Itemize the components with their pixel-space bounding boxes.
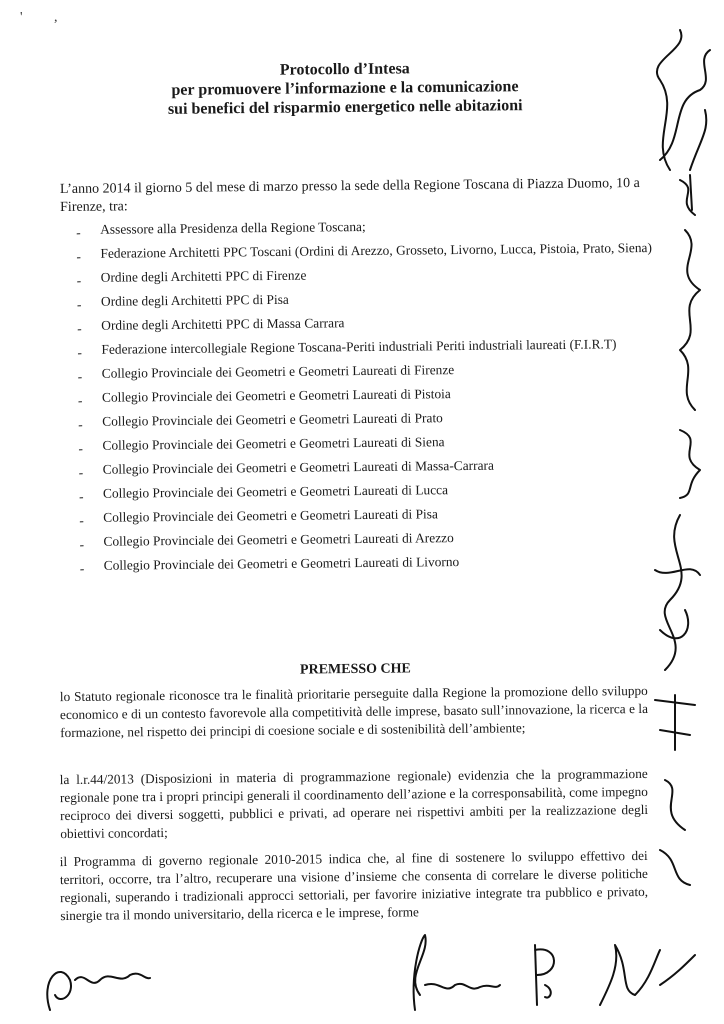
signature-margin-1: [640, 20, 720, 180]
title-line: sui benefici del risparmio energetico nelle abitazioni: [167, 97, 523, 118]
list-item: - Collegio Provinciale dei Geometri e Geometri Laureati di Livorno: [79, 554, 460, 577]
list-item-text: Collegio Provinciale dei Geometri e Geometri Laureati di Livorno: [103, 554, 460, 573]
document-title: [130, 58, 561, 119]
signature-bottom-2: [395, 925, 505, 1020]
premessa-paragraph: lo Statuto regionale riconosce tra le finalità prioritarie perseguite dalla Regione la promozione dello sviluppo economico e di un contesto favorevole alla competitività delle imprese, basato sull’innovazione, la ricerca e la formazione, nel rispetto dei principi di coesione sociale e di sostenibilità dell’ambiente;: [59, 682, 649, 741]
list-item-text: Assessore alla Presidenza della Regione Toscana;: [100, 218, 366, 237]
list-item-text: Collegio Provinciale dei Geometri e Geometri Laureati di Arezzo: [103, 530, 454, 549]
list-item: - Collegio Provinciale dei Geometri e Geometri Laureati di Pisa: [79, 506, 438, 529]
signature-margin-2: [660, 170, 720, 500]
signature-margin-3: [640, 510, 710, 690]
list-item-text: Collegio Provinciale dei Geometri e Geometri Laureati di Massa-Carrara: [102, 457, 494, 477]
signature-bottom-1: [30, 940, 160, 1020]
premessa-paragraph: il Programma di governo regionale 2010-2015 indica che, al fine di sostenere lo sviluppo effettivo dei territori, occorre, tra l’altro, recuperare una visione d’insieme che consenta di correlare le diverse politiche regionali, superando i tradizionali approcci settoriali, per favorire iniziative integrate tra pubblico e privato, sinergie tra il mondo universitario, della ricerca e le imprese, forme: [59, 847, 649, 924]
list-item-text: Ordine degli Architetti PPC di Firenze: [100, 267, 307, 285]
list-item: - Collegio Provinciale dei Geometri e Geometri Laureati di Lucca: [78, 482, 449, 505]
list-item: - Ordine degli Architetti PPC di Pisa: [76, 291, 289, 313]
list-item: - Collegio Provinciale dei Geometri e Geometri Laureati di Firenze: [77, 362, 455, 385]
premessa-paragraph: la l.r.44/2013 (Disposizioni in materia di programmazione regionale) evidenzia che la programmazione regionale pone tra i propri principi generali il coordinamento dell’azione e la corresponsabilità, come impegno reciproco dei diversi soggetti, pubblici e privati, ad operare nei rispettivi ambiti per la realizzazione degli obiettivi concordati;: [59, 765, 649, 842]
section-heading: PREMESSO CHE: [299, 661, 411, 678]
list-item: - Federazione intercollegiale Regione Toscana-Periti industriali Periti industriali laureati (F.I.R.T): [77, 336, 617, 361]
list-item-text: Ordine degli Architetti PPC di Massa Carrara: [101, 315, 345, 333]
corner-marks: ' ,: [20, 10, 72, 25]
signature-margin-4: [645, 690, 705, 890]
list-item: - Collegio Provinciale dei Geometri e Geometri Laureati di Arezzo: [79, 530, 454, 553]
list-item: - Federazione Architetti PPC Toscani (Ordini di Arezzo, Grosseto, Livorno, Lucca, Pistoia, Prato, Siena): [76, 239, 652, 265]
list-item: - Collegio Provinciale dei Geometri e Geometri Laureati di Massa-Carrara: [78, 457, 494, 481]
list-item: - Assessore alla Presidenza della Regione Toscana;: [76, 218, 366, 241]
list-item-text: Ordine degli Architetti PPC di Pisa: [100, 291, 289, 309]
title-line: Protocollo d’Intesa: [279, 60, 410, 79]
signature-bottom-4: [590, 925, 700, 1015]
list-item-text: Federazione Architetti PPC Toscani (Ordini di Arezzo, Grosseto, Livorno, Lucca, Pistoia, Prato, Siena): [100, 239, 652, 261]
list-item: - Collegio Provinciale dei Geometri e Geometri Laureati di Pistoia: [77, 386, 451, 409]
list-item-text: Collegio Provinciale dei Geometri e Geometri Laureati di Prato: [102, 410, 443, 429]
list-item: - Ordine degli Architetti PPC di Firenze: [76, 267, 307, 289]
list-item: - Collegio Provinciale dei Geometri e Geometri Laureati di Siena: [78, 434, 445, 457]
list-item-text: Collegio Provinciale dei Geometri e Geometri Laureati di Pistoia: [101, 386, 451, 405]
intro-paragraph: L’anno 2014 il giorno 5 del mese di marzo presso la sede della Regione Toscana di Piazza Duomo, 10 a Firenze, tra:: [59, 175, 640, 216]
signature-bottom-3: [515, 935, 575, 1010]
parties-list: [74, 215, 658, 581]
list-item-text: Collegio Provinciale dei Geometri e Geometri Laureati di Siena: [102, 434, 445, 453]
title-line: per promuovere l’informazione e la comunicazione: [171, 78, 519, 99]
list-item: - Collegio Provinciale dei Geometri e Geometri Laureati di Prato: [78, 410, 443, 433]
list-item-text: Collegio Provinciale dei Geometri e Geometri Laureati di Firenze: [101, 362, 455, 381]
list-item-text: Collegio Provinciale dei Geometri e Geometri Laureati di Pisa: [103, 506, 438, 525]
list-item-text: Federazione intercollegiale Regione Toscana-Periti industriali Periti industriali laureati (F.I.R.T): [101, 336, 617, 357]
list-item: - Ordine degli Architetti PPC di Massa Carrara: [77, 315, 345, 337]
list-item-text: Collegio Provinciale dei Geometri e Geometri Laureati di Lucca: [102, 482, 449, 501]
